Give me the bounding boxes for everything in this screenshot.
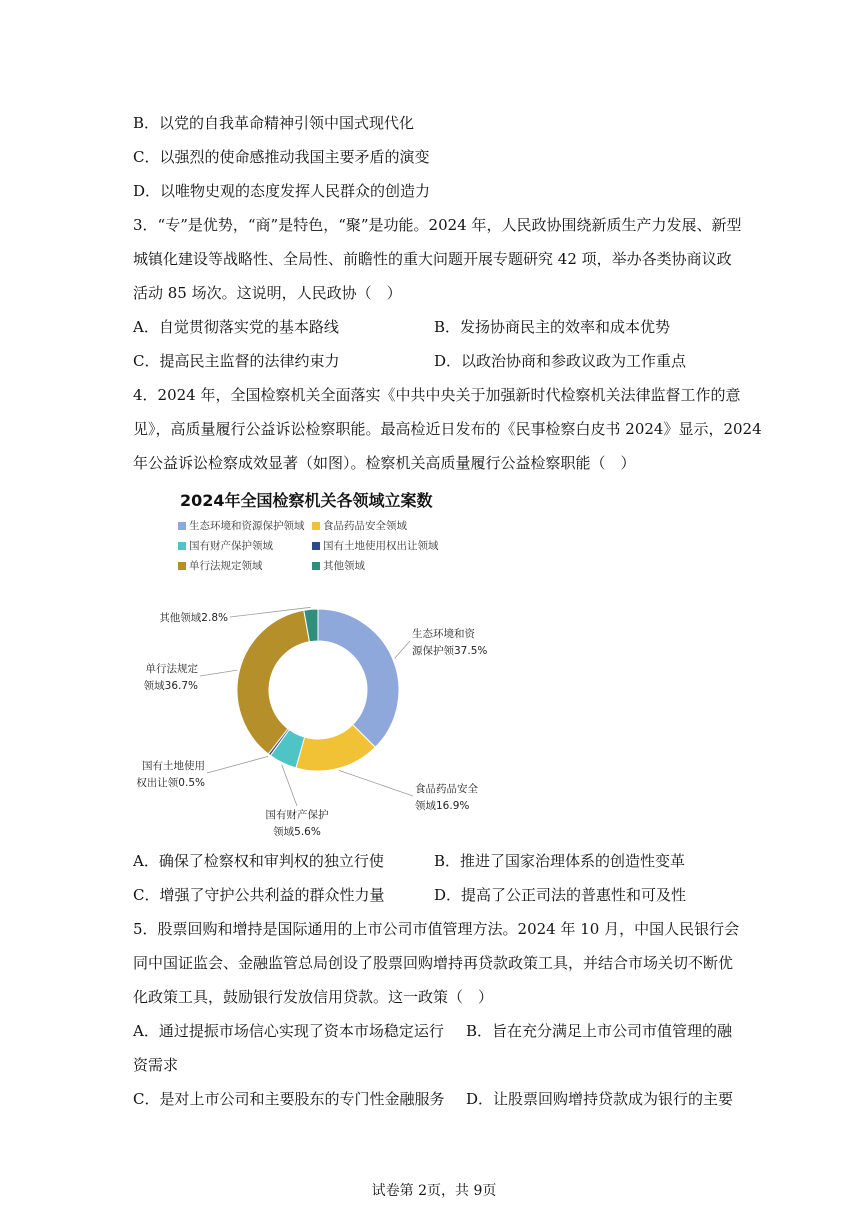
question-5-stem-line-3: 化政策工具，鼓励银行发放信用贷款。这一政策（ ） [133, 988, 494, 1006]
data-label: 源保护领37.5% [412, 645, 488, 657]
legend-label: 国有土地使用权出让领域 [323, 540, 439, 552]
legend-label: 其他领域 [323, 560, 365, 572]
legend-swatch [312, 522, 320, 530]
leader-line [339, 770, 413, 796]
question-5-option-c: C．是对上市公司和主要股东的专门性金融服务 [133, 1090, 445, 1108]
question-5-stem-line-2: 同中国证监会、金融监管总局创设了股票回购增持再贷款政策工具，并结合市场关切不断优 [133, 954, 734, 972]
question-3-stem-line-1: 3．“专”是优势，“商”是特色，“聚”是功能。2024 年，人民政协围绕新质生产力发展、新型 [133, 216, 742, 234]
donut-slice [270, 730, 304, 768]
legend-item [178, 518, 305, 533]
data-label: 国有土地使用 [142, 760, 205, 772]
question-4-option-d: D．提高了公正司法的普惠性和可及性 [434, 886, 687, 904]
donut-slice [296, 725, 375, 771]
legend-item [178, 538, 273, 553]
leader-line [200, 670, 237, 676]
question-4-stem-line-1: 4．2024 年，全国检察机关全面落实《中共中央关于加强新时代检察机关法律监督工作的意 [133, 386, 741, 404]
data-label: 权出让领0.5% [136, 777, 205, 789]
data-label: 食品药品安全 [415, 783, 478, 795]
leader-line [395, 641, 410, 658]
question-4-option-c: C．增强了守护公共利益的群众性力量 [133, 886, 385, 904]
question-3-stem-line-3: 活动 85 场次。这说明，人民政协（ ） [133, 284, 402, 302]
question-5-option-b: B．旨在充分满足上市公司市值管理的融 [466, 1022, 733, 1040]
legend-label: 食品药品安全领域 [323, 520, 407, 532]
donut-slice [318, 609, 399, 747]
legend-swatch [312, 542, 320, 550]
question-4-option-a: A．确保了检察权和审判权的独立行使 [133, 852, 384, 870]
legend-label: 生态环境和资源保护领域 [189, 520, 305, 532]
question-2-option-c: C．以强烈的使命感推动我国主要矛盾的演变 [133, 148, 430, 166]
question-3-stem-line-2: 城镇化建设等战略性、全局性、前瞻性的重大问题开展专题研究 42 项，举办各类协商议政 [133, 250, 732, 268]
question-2-option-d: D．以唯物史观的态度发挥人民群众的创造力 [133, 182, 431, 200]
legend-swatch [178, 522, 186, 530]
donut-slice [237, 610, 309, 754]
legend-label: 单行法规定领域 [189, 560, 263, 572]
legend-item [312, 518, 407, 533]
question-3-option-b: B．发扬协商民主的效率和成本优势 [434, 318, 671, 336]
legend-label: 国有财产保护领域 [189, 540, 273, 552]
question-4-stem-line-2: 见》，高质量履行公益诉讼检察职能。最高检近日发布的《民事检察白皮书 2024》显示，2024 [133, 420, 762, 438]
question-3-option-c: C．提高民主监督的法律约束力 [133, 352, 340, 370]
data-label: 领域16.9% [415, 800, 470, 812]
data-label: 生态环境和资 [412, 628, 475, 640]
data-label: 国有财产保护 [265, 809, 329, 821]
question-3-option-d: D．以政治协商和参政议政为工作重点 [434, 352, 687, 370]
data-label: 单行法规定 [145, 663, 198, 675]
legend-item [178, 558, 263, 573]
leader-line [230, 607, 311, 617]
legend-swatch [312, 562, 320, 570]
legend-item [312, 558, 365, 573]
legend-swatch [178, 562, 186, 570]
question-3-option-a: A．自觉贯彻落实党的基本路线 [133, 318, 339, 336]
data-label: 其他领域2.8% [159, 612, 228, 624]
question-4-option-b: B．推进了国家治理体系的创造性变革 [434, 852, 686, 870]
donut-slice [304, 609, 318, 642]
leader-line [282, 765, 297, 806]
page-footer: 试卷第 2页，共 9页 [371, 1183, 497, 1199]
legend-item [312, 538, 439, 553]
data-label: 领域5.6% [273, 826, 321, 838]
legend-swatch [178, 542, 186, 550]
question-5-stem-line-1: 5．股票回购和增持是国际通用的上市公司市值管理方法。2024 年 10 月，中国人民银行会 [133, 920, 740, 938]
question-5-option-a: A．通过提振市场信心实现了资本市场稳定运行 [133, 1022, 444, 1040]
data-label: 领域36.7% [143, 680, 198, 692]
leader-line [207, 756, 268, 773]
question-2-option-b: B．以党的自我革命精神引领中国式现代化 [133, 114, 415, 132]
question-5-option-b-cont: 资需求 [133, 1056, 179, 1074]
donut-slice [268, 729, 289, 756]
chart-title: 2024年全国检察机关各领域立案数 [180, 491, 433, 510]
question-5-option-d: D．让股票回购增持贷款成为银行的主要 [466, 1090, 734, 1108]
question-4-stem-line-3: 年公益诉讼检察成效显著（如图）。检察机关高质量履行公益检察职能（ ） [133, 454, 636, 472]
